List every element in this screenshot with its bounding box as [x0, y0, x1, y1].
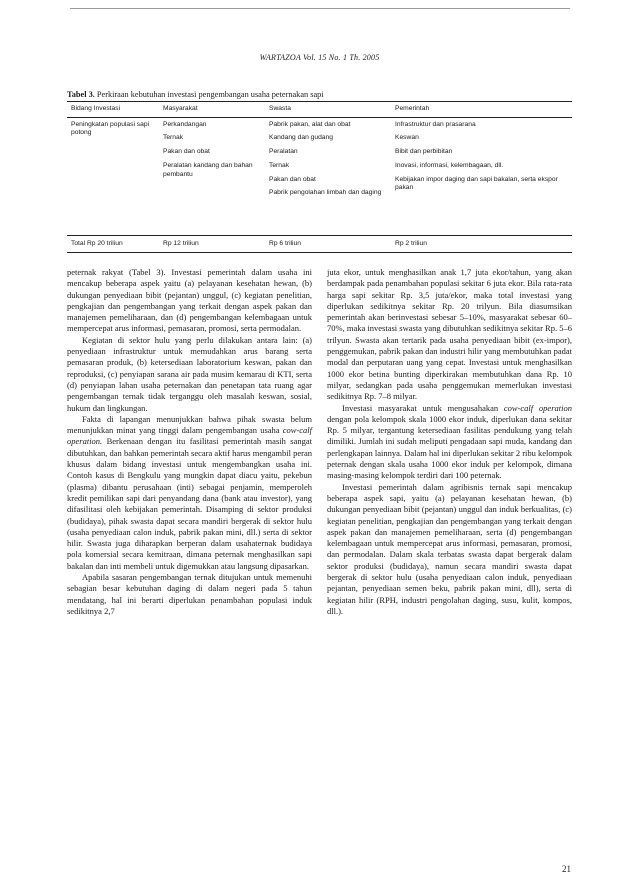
list-item: Perkandangan	[163, 120, 207, 128]
total-field: Total Rp 20 triliun	[67, 235, 159, 253]
table-header-row	[67, 102, 572, 118]
table-caption-label: Tabel 3.	[67, 90, 95, 99]
list-item: Peralatan	[269, 148, 298, 156]
page-number: 21	[562, 864, 571, 874]
table-caption-text: Perkiraan kebutuhan investasi pengembangan usaha peternakan sapi	[94, 90, 324, 99]
col-header-swasta: Swasta	[265, 102, 391, 118]
body-column-right	[327, 267, 572, 617]
paragraph-text: dengan pola kelompok skala 1000 ekor induk, diperlukan dana sekitar Rp. 5 milyar, tergantung ketersediaan fasilitas pendukung yang telah dimiliki. Jumlah ini sudah meliputi pengadaan sapi muda, kandang dan perlengkapan lainnya. Dalam hal ini diperlukan sekitar 2 ribu kelompok peternak dengan skala usaha 1000 ekor induk per kelompok, dimana masing-masing kelompok terdiri dari 100 peternak.	[327, 413, 573, 481]
list-item: Kandang dan gudang	[269, 134, 333, 142]
list-item: Peralatan kandang dan bahan pembantu	[163, 161, 253, 178]
cell-swasta	[265, 117, 391, 235]
paragraph: juta ekor, untuk menghasilkan anak 1,7 juta ekor/tahun, yang akan berdampak pada penambahan populasi sekitar 6 juta ekor. Bila rata-rata harga sapi sekitar Rp. 3,5 juta/ekor, maka total investasi yang diperlukan sedikitnya sekitar Rp. 20 trilyun. Bila diasumsikan pemerintah akan berinvestasi sebesar 5–10%, masyarakat sebesar 60–70%, maka investasi swasta yang dibutuhkan sedikitnya sekitar Rp. 5–6 trilyun. Swasta akan tertarik pada usaha penyediaan bibit (ex-impor), penggemukan, pabrik pakan dan industri hilir yang membutuhkan padat modal dan perputaran uang yang cepat. Investasi untuk menghasilkan 1000 ekor betina bunting diperkirakan membutuhkan dana Rp. 10 milyar, sedangkan pada usaha penggemukan memerlukan investasi sedikitnya Rp. 7–8 milyar.	[327, 267, 572, 402]
list-item: Kebijakan impor daging dan sapi bakalan, serta ekspor pakan	[395, 175, 558, 192]
table-total-row	[67, 235, 572, 253]
cell-masyarakat	[159, 117, 265, 235]
list-item: Pakan dan obat	[163, 148, 210, 156]
cell-pemerintah	[391, 117, 572, 235]
list-item: Pabrik pengolahan limbah dan daging	[269, 189, 382, 197]
paragraph-text: Berkenaan dengan itu fasilitasi pemerintah masih sangat dibutuhkan, dan bahkan pemerintah secara aktif harus mengambil peran khusus dalam bidang investasi untuk mengembangkan usaha ini. Contoh kasus di Bengkulu yang mungkin dapat diacu yaitu, pekebun (plasma) dibantu perusahaan (inti) sebagai penjamin, memperoleh kredit pemilikan sapi dari penyandang dana (bank atau investor), yang difasilitasi oleh kebijakan pemerintah. Disamping di sektor produksi (budidaya), pihak swasta dapat secara mandiri bergerak di sektor hulu (usaha penyediaan calon induk, pabrik pakan mini, dll.) serta di sektor hilir. Swasta juga diharapkan berperan dalam usahaternak budidaya pola komersial secara kemitraan, dimana peternak menghasilkan sapi bakalan dan inti membeli untuk digemukkan atau langsung dipasarkan.	[67, 436, 312, 571]
paragraph	[327, 403, 572, 482]
list-item: Pabrik pakan, alat dan obat	[269, 120, 351, 128]
table-caption	[67, 90, 324, 99]
col-header-pemerintah: Pemerintah	[391, 102, 572, 118]
paragraph	[67, 414, 312, 572]
running-header: WARTAZOA Vol. 15 No. 1 Th. 2005	[259, 53, 380, 62]
list-item: Pakan dan obat	[269, 175, 316, 183]
investment-table	[67, 101, 572, 253]
list-item: Keswan	[395, 134, 419, 142]
paragraph: Kegiatan di sektor hulu yang perlu dilakukan antara lain: (a) penyediaan infrastruktur untuk memudahkan arus barang serta pemasaran produk, (b) ketersediaan laboratorium keswan, pakan dan reproduksi, (c) penyiapan sarana air pada musim kemarau di KTI, serta (d) penyiapan lahan usaha peternakan dan penetapan tata ruang agar pengembangan ternak tidak terganggu oleh masalah keswan, sosial, hukum dan lingkungan.	[67, 334, 312, 413]
total-swasta: Rp 6 triliun	[265, 235, 391, 253]
table-row	[67, 117, 572, 235]
paragraph: Apabila sasaran pengembangan ternak ditujukan untuk memenuhi sebagian besar kebutuhan daging di dalam negeri pada 5 tahun mendatang, hal ini berarti diperlukan penambahan populasi induk sedikitnya 2,7	[67, 572, 312, 616]
list-item: Inovasi, informasi, kelembagaan, dll.	[395, 161, 504, 169]
list-item: Ternak	[269, 161, 290, 169]
italic-term: cow-calf operation.	[67, 425, 312, 447]
col-header-masyarakat: Masyarakat	[159, 102, 265, 118]
col-header-field: Bidang Investasi	[67, 102, 159, 118]
list-item: Ternak	[163, 134, 184, 142]
paragraph-text: Fakta di lapangan menunjukkan bahwa pihak swasta belum menunjukkan minat yang tinggi dalam pengembangan usaha	[67, 413, 312, 436]
paragraph: Investasi pemerintah dalam agribisnis ternak sapi mencakup beberapa aspek sapi, yaitu (a) pelayanan kesehatan hewan, (b) dukungan penyediaan bibit (pejantan) unggul dan induk berkualitas, (c) kegiatan penelitian, pengkajian dan pengembangan yang terkait dengan aspek pakan dan manajemen pemeliharaan, serta (d) pengembangan kelembagaan untuk mempercepat arus informasi, pemasaran, promosi, dan permodalan. Dalam skala terbatas swasta dapat bergerak dalam sektor produksi (budidaya), namun secara mandiri swasta dapat bergerak di sektor hulu (usaha penyediaan calon induk, penyediaan pejantan, penyediaan semen beku, pabrik pakan mini, dll), serta di kegiatan hilir (RPH, industri pengolahan daging, susu, kulit, kompos, dll.).	[327, 481, 572, 616]
cell-field: Peningkatan populasi sapi potong	[71, 120, 150, 137]
paragraph-text: Investasi masyarakat untuk mengusahakan	[342, 402, 504, 413]
total-pemerintah: Rp 2 triliun	[391, 235, 572, 253]
paragraph: peternak rakyat (Tabel 3). Investasi pemerintah dalam usaha ini mencakup beberapa aspek yaitu (a) pelayanan kesehatan hewan, (b) dukungan penyediaan bibit (pejantan) unggul, (c) kegiatan penelitian, pengkajian dan pengembangan yang terkait dengan aspek pakan dan manajemen pemeliharaan, dan (d) pengembangan kelembagaan untuk mempercepat arus informasi, pemasaran, promosi, serta permodalan.	[67, 267, 312, 334]
total-masyarakat: Rp 12 triliun	[159, 235, 265, 253]
list-item: Infrastruktur dan prasarana	[395, 120, 476, 128]
top-rule	[70, 8, 570, 9]
italic-term: cow-calf operation	[503, 402, 572, 413]
body-column-left	[67, 267, 312, 617]
list-item: Bibit dan perbibitan	[395, 148, 453, 156]
